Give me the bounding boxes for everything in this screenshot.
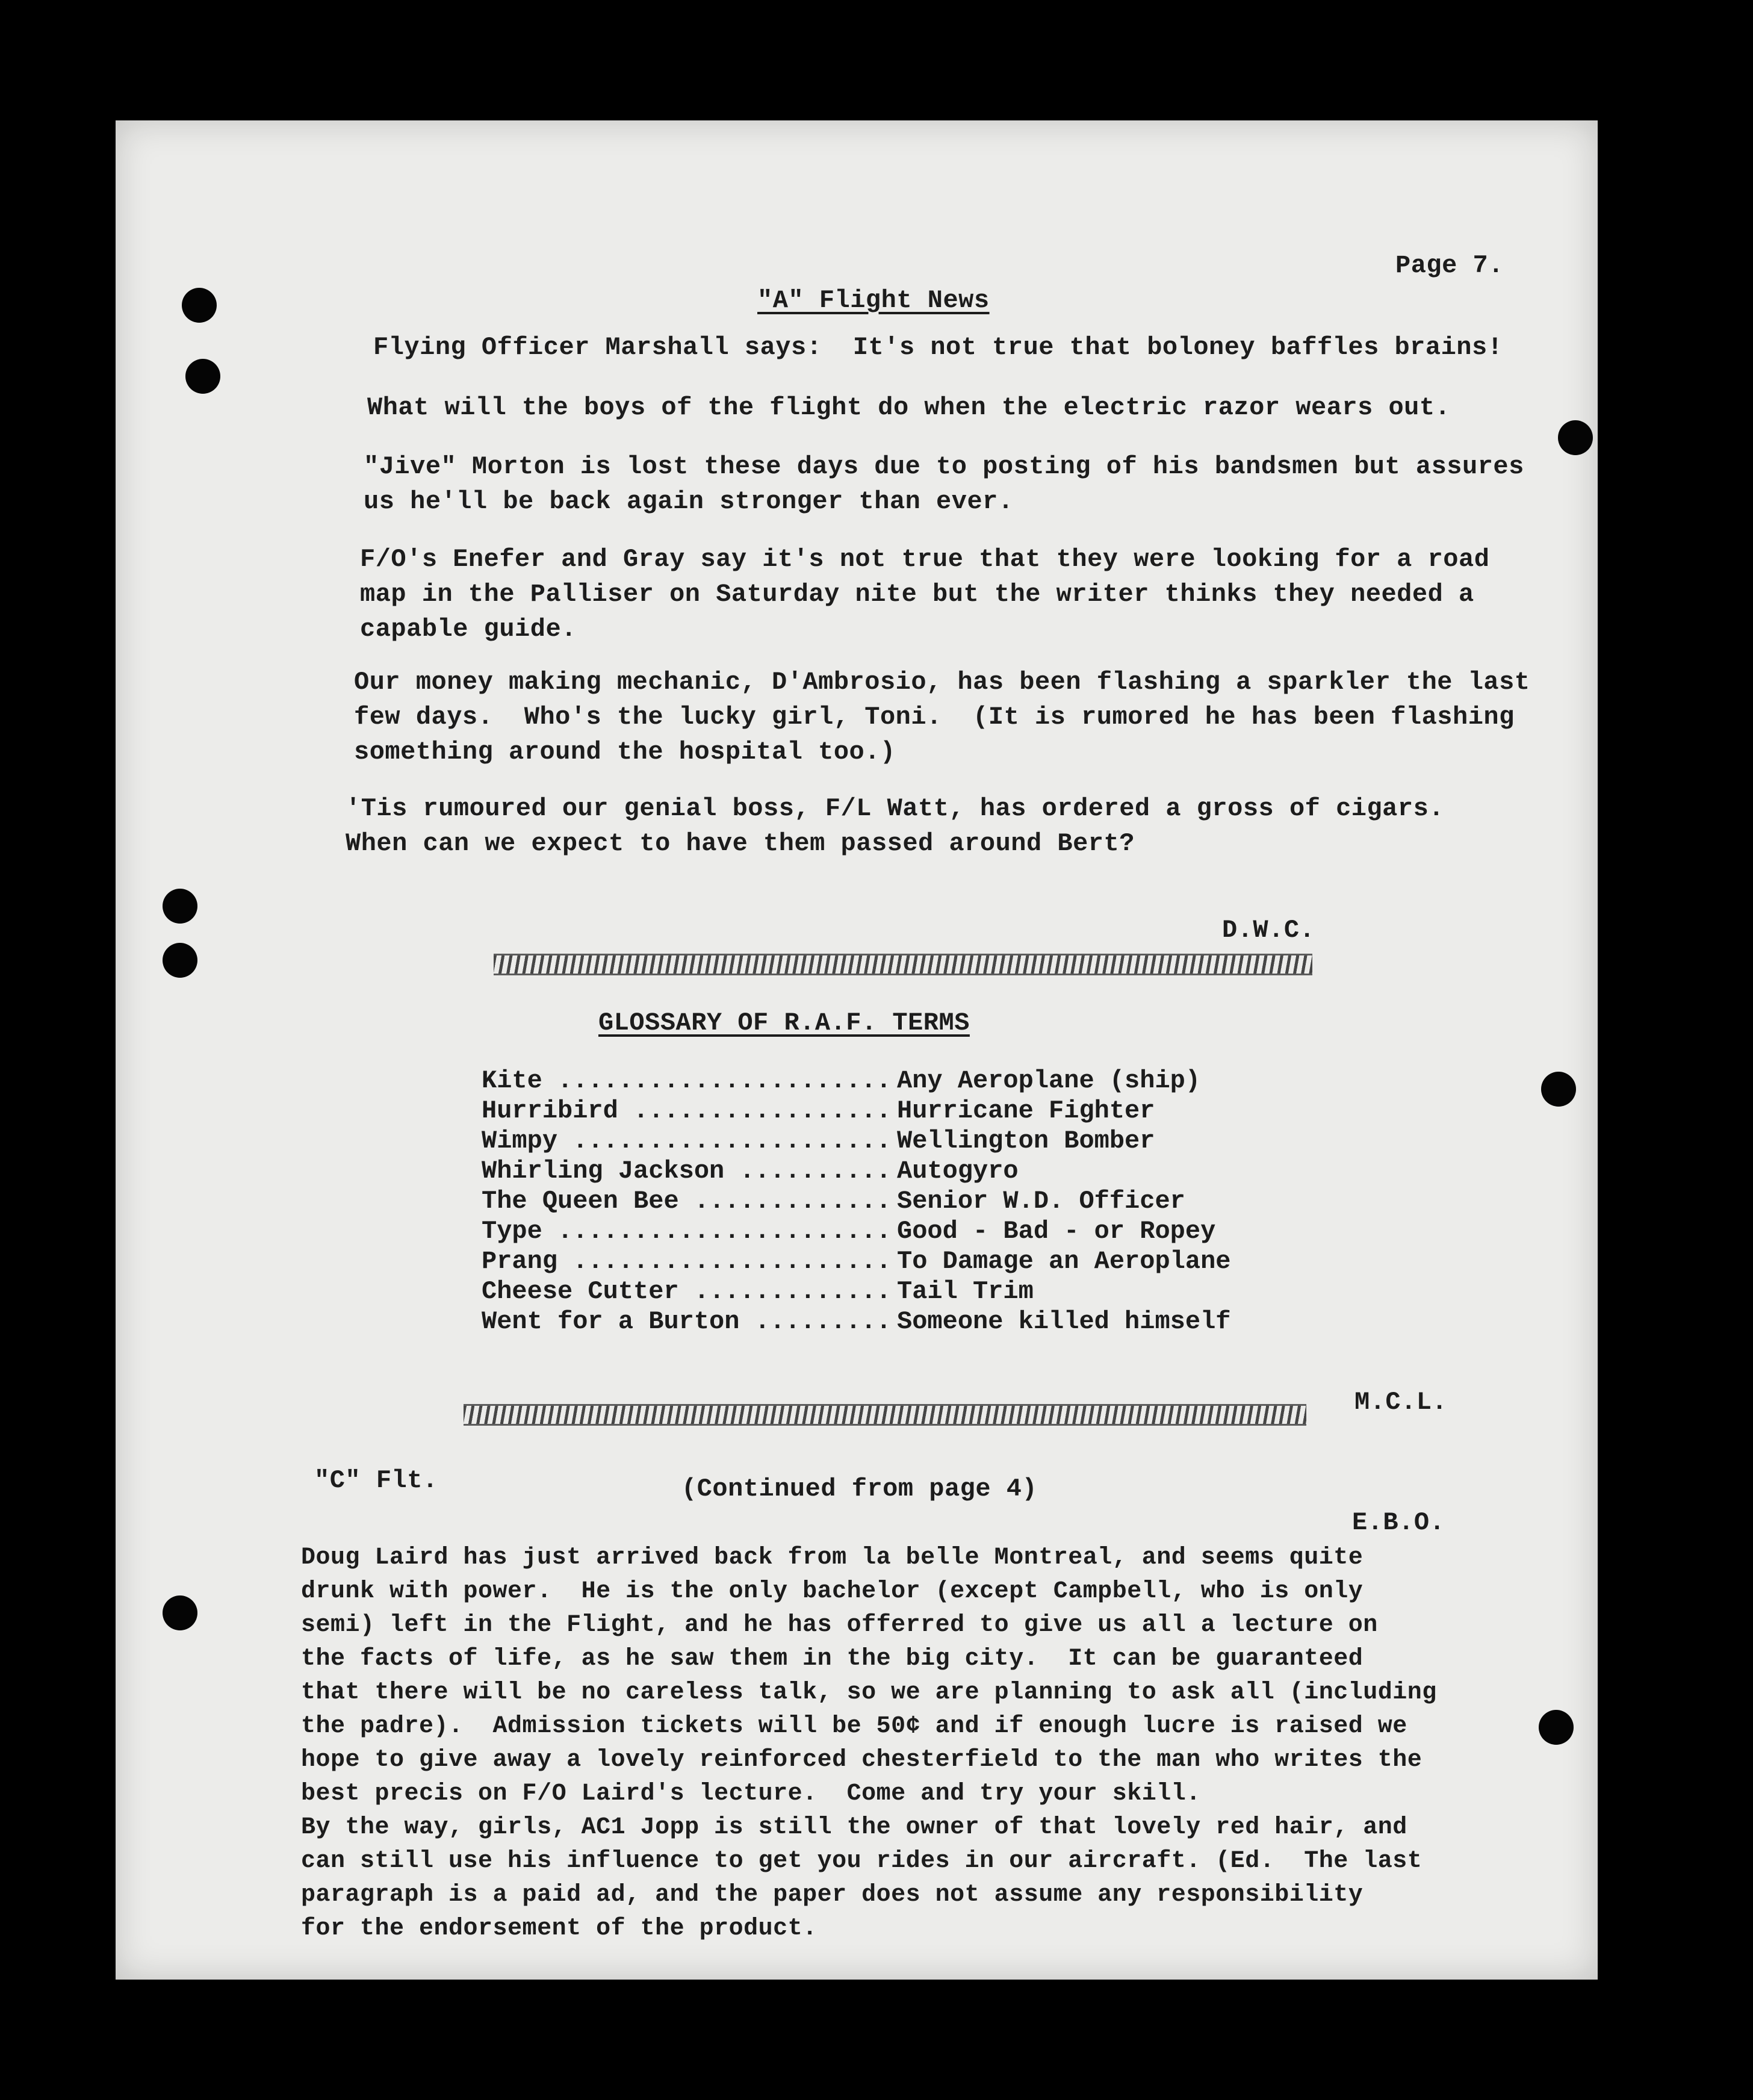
punch-hole xyxy=(185,359,220,394)
a-flight-heading: "A" Flight News xyxy=(757,286,990,315)
page-number: Page 7. xyxy=(1395,251,1504,280)
a-flight-paragraph: "Jive" Morton is lost these days due to posting of his bandsmen but assures us he'll be back again stronger than ever. xyxy=(364,452,1524,516)
punch-hole xyxy=(163,1595,197,1630)
glossary-entry xyxy=(482,1096,1231,1126)
c-flight-label: "C" Flt. xyxy=(314,1466,438,1495)
glossary-definition: To Damage an Aeroplane xyxy=(897,1247,1231,1276)
glossary-term: Kite ..... xyxy=(482,1066,897,1096)
glossary-term: Went for a Burton ..... xyxy=(482,1306,897,1337)
glossary-heading: GLOSSARY OF R.A.F. TERMS xyxy=(598,1008,970,1037)
glossary-entry xyxy=(482,1306,1231,1337)
glossary-entry xyxy=(482,1066,1231,1096)
c-flight-signature: E.B.O. xyxy=(1352,1508,1445,1537)
a-flight-paragraph: 'Tis rumoured our genial boss, F/L Watt, has ordered a gross of cigars. When can we expect to have them passed around Bert? xyxy=(346,794,1444,858)
a-flight-paragraph: F/O's Enefer and Gray say it's not true that they were looking for a road map in the Palliser on Saturday nite but the writer thinks they needed a capable guide. xyxy=(360,545,1490,644)
glossary-term: Cheese Cutter ..... xyxy=(482,1276,897,1306)
glossary-definition: Good - Bad - or Ropey xyxy=(897,1217,1216,1246)
glossary-term: Wimpy ..... xyxy=(482,1126,897,1156)
glossary-entry xyxy=(482,1126,1231,1156)
glossary-entry xyxy=(482,1246,1231,1276)
glossary-entry xyxy=(482,1156,1231,1186)
glossary-list xyxy=(482,1066,1231,1337)
glossary-term: Whirling Jackson ..... xyxy=(482,1156,897,1186)
a-flight-paragraph: What will the boys of the flight do when the electric razor wears out. xyxy=(367,393,1451,422)
punch-hole xyxy=(1541,1072,1576,1107)
glossary-definition: Someone killed himself xyxy=(897,1307,1231,1336)
glossary-term: Type ..... xyxy=(482,1216,897,1246)
c-flight-body: Doug Laird has just arrived back from la belle Montreal, and seems quite drunk with power. He is the only bachelor (except Campbell, who is only semi) left in the Flight, and he has offerred to give us all a lecture on the facts of life, as he saw them in the big city. It can be guaranteed that there will be no careless talk, so we are planning to ask all (including the padre). Admission tickets will be 50¢ and if enough lucre is raised we hope to give away a lovely reinforced chesterfield to the man who writes the best precis on F/O Laird's lecture. Come and try your skill. By the way, girls, AC1 Jopp is still the owner of that lovely red hair, and can still use his influence to get you rides in our aircraft. (Ed. The last paragraph is a paid ad, and the paper does not assume any responsibility for the endorsement of the product. xyxy=(301,1544,1437,1942)
glossary-entry xyxy=(482,1186,1231,1216)
glossary-definition: Tail Trim xyxy=(897,1277,1034,1306)
punch-hole xyxy=(1558,420,1593,455)
a-flight-paragraph: Our money making mechanic, D'Ambrosio, has been flashing a sparkler the last few days. Who's the lucky girl, Toni. (It is rumored he has been flashing something around the hospital too.) xyxy=(354,668,1530,766)
punch-hole xyxy=(1539,1710,1574,1745)
glossary-definition: Senior W.D. Officer xyxy=(897,1187,1185,1216)
a-flight-paragraph: Flying Officer Marshall says: It's not true that boloney baffles brains! xyxy=(373,333,1503,362)
glossary-definition: Hurricane Fighter xyxy=(897,1096,1155,1125)
punch-hole xyxy=(163,943,197,978)
section-divider xyxy=(494,954,1312,975)
glossary-definition: Wellington Bomber xyxy=(897,1126,1155,1155)
glossary-term: The Queen Bee ..... xyxy=(482,1186,897,1216)
punch-hole xyxy=(182,288,217,323)
glossary-term: Hurribird ..... xyxy=(482,1096,897,1126)
glossary-entry xyxy=(482,1276,1231,1306)
glossary-definition: Autogyro xyxy=(897,1157,1019,1185)
glossary-term: Prang ..... xyxy=(482,1246,897,1276)
a-flight-signature: D.W.C. xyxy=(1222,916,1315,945)
glossary-entry xyxy=(482,1216,1231,1246)
punch-hole xyxy=(163,889,197,924)
glossary-signature: M.C.L. xyxy=(1354,1388,1448,1417)
glossary-definition: Any Aeroplane (ship) xyxy=(897,1066,1201,1095)
section-divider xyxy=(464,1404,1306,1426)
c-flight-continued: (Continued from page 4) xyxy=(681,1474,1038,1503)
